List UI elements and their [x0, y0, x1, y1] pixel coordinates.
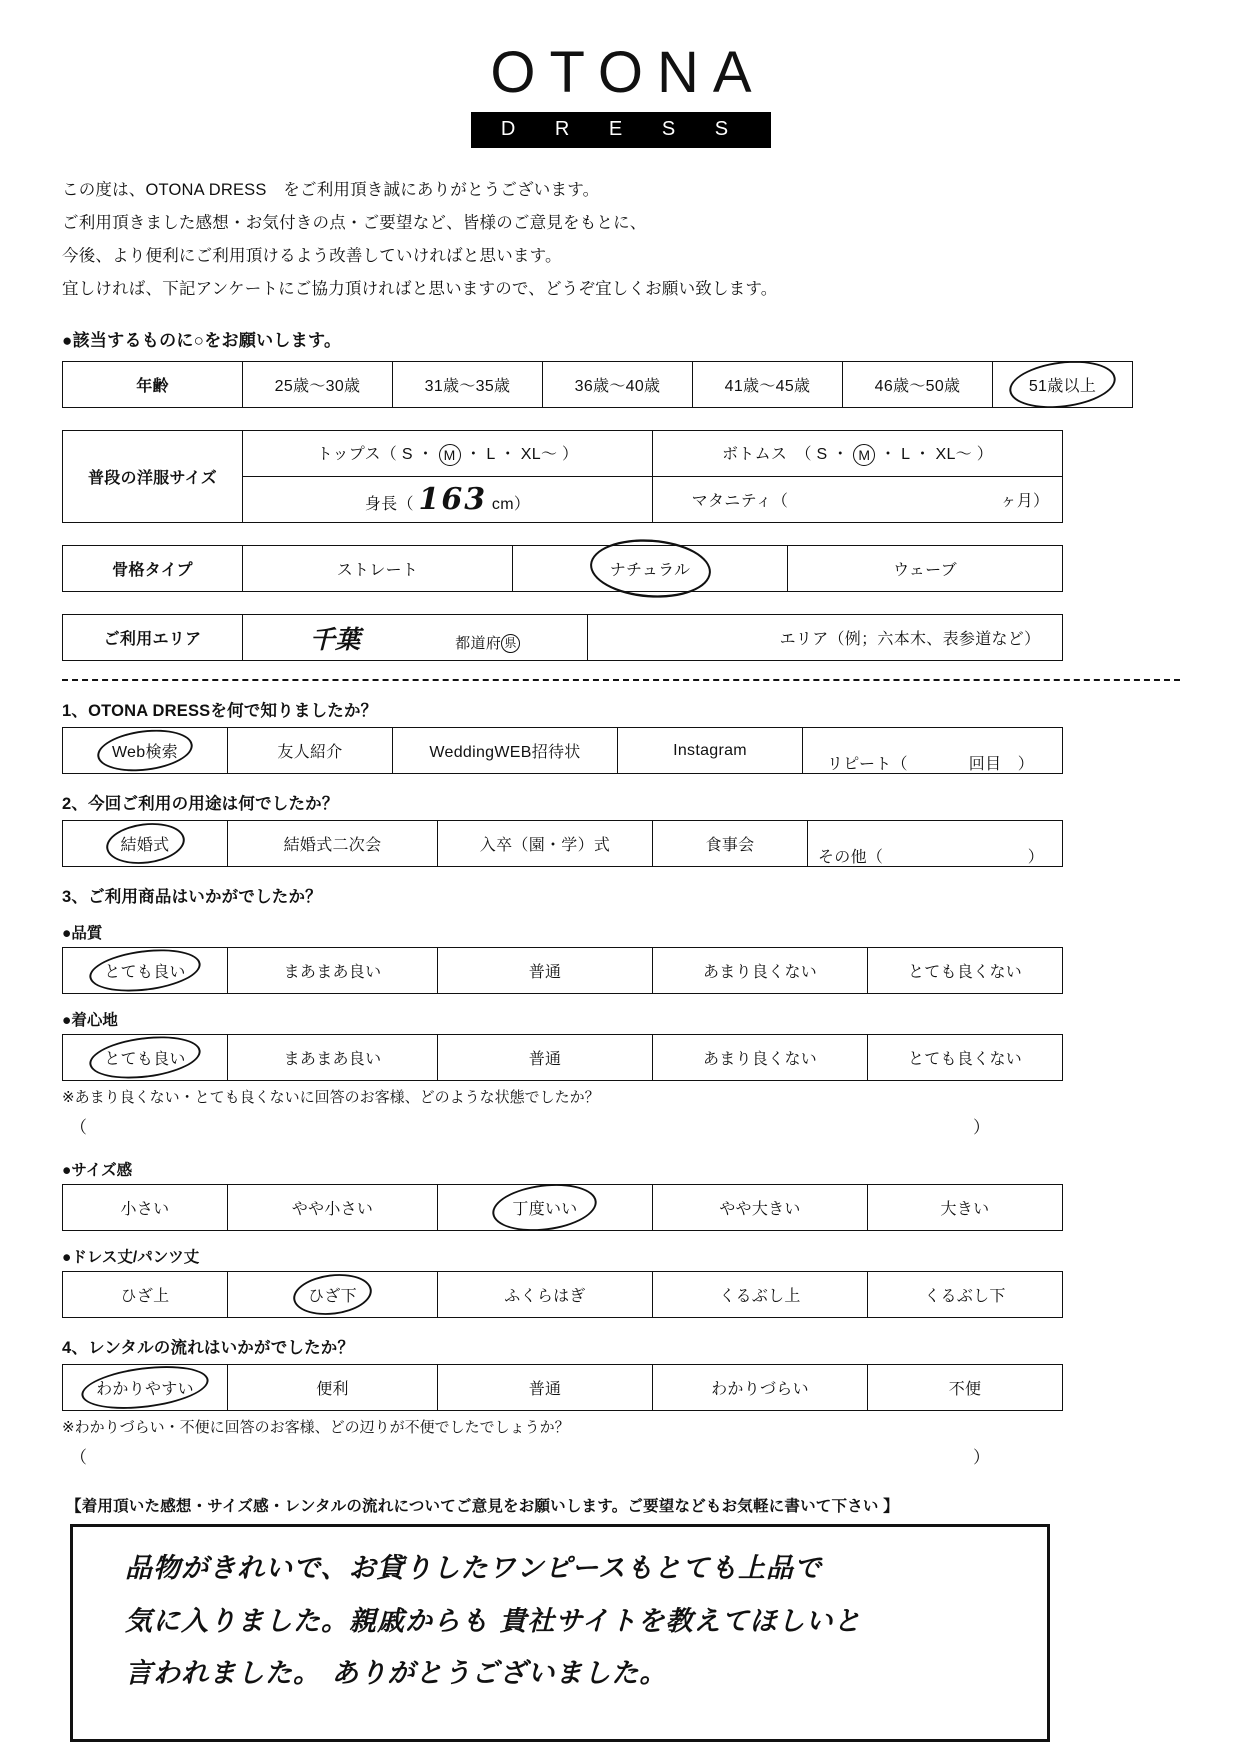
q4-option-inconvenient[interactable]: 不便 [868, 1365, 1063, 1411]
tops-selected-m: M [439, 444, 461, 466]
comfort-option-fairly-good[interactable]: まあまあ良い [228, 1035, 438, 1081]
brand-logo [0, 0, 1242, 148]
selected-mark-q1: Web検索 [104, 737, 186, 764]
table-row [63, 362, 1133, 408]
comment-handwritten-text [125, 1543, 1025, 1701]
table-row [63, 1365, 1063, 1411]
bottoms-selected-m: M [853, 444, 875, 466]
q4-option-normal[interactable]: 普通 [438, 1365, 653, 1411]
quality-option-very-bad[interactable]: とても良くない [868, 948, 1063, 994]
q3-comfort-note: ※あまり良くない・とても良くないに回答のお客様、どのような状態でしたか？ [62, 1089, 600, 1106]
length-option-above-ankle[interactable]: くるぶし上 [653, 1272, 868, 1318]
q2-other-label: その他（ [818, 848, 884, 866]
intro-line-2: ご利用頂きました感想・お気付きの点・ご要望など、皆様のご意見をもとに、 [62, 214, 647, 232]
selected-mark-fit: 丁度いい [504, 1194, 585, 1221]
skeleton-type-table [62, 545, 1063, 592]
logo-dress-bar: D R E S S [471, 112, 771, 148]
q3-length-label: ●ドレス丈/パンツ丈 [62, 1249, 200, 1266]
age-option-36-40[interactable]: 36歳〜40歳 [543, 362, 693, 408]
quality-option-not-good[interactable]: あまり良くない [653, 948, 868, 994]
intro-paragraph [62, 174, 1242, 306]
section-divider [62, 679, 1180, 681]
length-option-calf[interactable]: ふくらはぎ [438, 1272, 653, 1318]
length-option-below-knee[interactable] [228, 1272, 438, 1318]
table-row [63, 431, 1063, 477]
tops-suffix: ・ L ・ XL〜 ） [465, 446, 579, 464]
skeleton-option-straight[interactable]: ストレート [243, 546, 513, 592]
q4-option-hard[interactable]: わかりづらい [653, 1365, 868, 1411]
maternity-label: マタニティ（ [691, 493, 789, 510]
intro-line-4: 宜しければ、下記アンケートにご協力頂ければと思いますので、どうぞ宜しくお願い致します。 [62, 280, 778, 298]
clothing-size-table [62, 430, 1063, 523]
comment-line-3: 言われました。 ありがとうございました。 [125, 1658, 668, 1690]
q4-table [62, 1364, 1063, 1411]
q1-repeat-count-label: 回目 ） [968, 755, 1034, 773]
table-row [63, 948, 1063, 994]
q3-fit-table [62, 1184, 1063, 1231]
bottoms-size-cell[interactable] [653, 431, 1063, 477]
tops-prefix: トップス（ S ・ [316, 446, 434, 464]
q1-repeat-label: リピート（ [827, 755, 908, 773]
skeleton-option-natural[interactable] [513, 546, 788, 592]
age-row-label: 年齢 [63, 362, 243, 408]
fit-option-slightly-small[interactable]: やや小さい [228, 1185, 438, 1231]
maternity-unit: ヶ月） [1000, 493, 1050, 510]
instruction-line: ●該当するものに○をお願いします。 [62, 331, 342, 350]
open-paren-left: （ [70, 1448, 87, 1467]
q3-quality-table [62, 947, 1063, 994]
q1-option-web-search[interactable] [63, 728, 228, 774]
area-table [62, 614, 1063, 661]
q1-title: 1、OTONA DRESSを何で知りましたか？ [62, 702, 378, 720]
q4-option-easy[interactable] [63, 1365, 228, 1411]
comfort-option-normal[interactable]: 普通 [438, 1035, 653, 1081]
selected-mark-comfort: とても良い [96, 1044, 194, 1071]
selected-mark-skeleton: ナチュラル [602, 555, 699, 582]
intro-line-1: この度は、OTONA DRESS をご利用頂き誠にありがとうございます。 [62, 181, 600, 199]
quality-option-fairly-good[interactable]: まあまあ良い [228, 948, 438, 994]
q4-option-convenient[interactable]: 便利 [228, 1365, 438, 1411]
q1-option-instagram[interactable]: Instagram [618, 728, 803, 774]
tops-size-cell[interactable] [243, 431, 653, 477]
q4-note: ※わかりづらい・不便に回答のお客様、どの辺りが不便でしたでしょうか？ [62, 1419, 570, 1436]
q2-option-dining[interactable]: 食事会 [653, 821, 808, 867]
fit-option-slightly-large[interactable]: やや大きい [653, 1185, 868, 1231]
bottoms-prefix: ボトムス （ S ・ [721, 446, 849, 464]
area-prefecture-cell[interactable] [243, 615, 588, 661]
q3-title: 3、ご利用商品はいかがでしたか？ [62, 888, 322, 906]
q3-fit-label: ●サイズ感 [62, 1162, 133, 1179]
q3-comfort-open-answer[interactable] [70, 1113, 990, 1138]
q3-length-table [62, 1271, 1063, 1318]
q4-open-answer[interactable] [70, 1443, 990, 1468]
q2-other-close-paren: ） [1027, 848, 1044, 866]
age-option-51-plus[interactable] [993, 362, 1133, 408]
table-row [63, 821, 1063, 867]
table-row [63, 1272, 1063, 1318]
quality-option-very-good[interactable] [63, 948, 228, 994]
q2-option-other[interactable] [808, 821, 1063, 867]
height-cell[interactable] [243, 477, 653, 523]
q1-table [62, 727, 1063, 774]
skeleton-option-wave[interactable]: ウェーブ [788, 546, 1063, 592]
fit-option-large[interactable]: 大きい [868, 1185, 1063, 1231]
skeleton-row-label: 骨格タイプ [63, 546, 243, 592]
selected-mark-quality: とても良い [96, 957, 194, 984]
table-row [63, 728, 1063, 774]
age-option-31-35[interactable]: 31歳〜35歳 [393, 362, 543, 408]
prefecture-selected-ken: 県 [501, 634, 520, 653]
age-option-46-50[interactable]: 46歳〜50歳 [843, 362, 993, 408]
comfort-option-very-good[interactable] [63, 1035, 228, 1081]
q1-option-friend[interactable]: 友人紹介 [228, 728, 393, 774]
q2-title: 2、今回ご利用の用途は何でしたか？ [62, 795, 339, 813]
fit-option-small[interactable]: 小さい [63, 1185, 228, 1231]
age-option-41-45[interactable]: 41歳〜45歳 [693, 362, 843, 408]
area-example-label: エリア（例；六本木、表参道など） [779, 631, 1041, 648]
selected-mark-age: 51歳以上 [1021, 371, 1104, 398]
table-row [63, 546, 1063, 592]
comment-box[interactable] [70, 1524, 1050, 1742]
comment-line-2: 気に入りました。親戚からも 貴社サイトを教えてほしいと [125, 1605, 862, 1637]
table-row [63, 1185, 1063, 1231]
age-option-25-30[interactable]: 25歳〜30歳 [243, 362, 393, 408]
q3-comfort-label: ●着心地 [62, 1012, 118, 1029]
table-row [63, 1035, 1063, 1081]
area-handwritten-value: 千葉 [309, 624, 361, 654]
selected-mark-q4: わかりやすい [88, 1374, 202, 1401]
q2-option-ceremony[interactable]: 入卒（園・学）式 [438, 821, 653, 867]
comment-line-1: 品物がきれいで、お貸りしたワンピースもとても上品で [125, 1553, 823, 1584]
open-paren-right: ） [973, 1118, 990, 1137]
size-row-label: 普段の洋服サイズ [63, 431, 243, 523]
comment-section-title: 【着用頂いた感想・サイズ感・レンタルの流れについてご意見をお願いします。ご要望などもお気軽に書いて下さい 】 [66, 1498, 899, 1515]
q2-option-after-party[interactable]: 結婚式二次会 [228, 821, 438, 867]
fit-option-just-right[interactable] [438, 1185, 653, 1231]
table-row [63, 615, 1063, 661]
q2-option-wedding[interactable] [63, 821, 228, 867]
height-handwritten-value: 163 [418, 482, 488, 517]
q1-option-repeat[interactable] [803, 728, 1063, 774]
q3-comfort-table [62, 1034, 1063, 1081]
height-label: 身長（ [364, 496, 414, 513]
prefecture-label: 都道府 [455, 634, 502, 652]
length-option-above-knee[interactable]: ひざ上 [63, 1272, 228, 1318]
age-table [62, 361, 1133, 408]
comfort-option-very-bad[interactable]: とても良くない [868, 1035, 1063, 1081]
intro-line-3: 今後、より便利にご利用頂けるよう改善していければと思います。 [62, 247, 562, 265]
comfort-option-not-good[interactable]: あまり良くない [653, 1035, 868, 1081]
maternity-cell[interactable] [653, 477, 1063, 523]
area-row-label: ご利用エリア [63, 615, 243, 661]
area-example-cell[interactable] [588, 615, 1063, 661]
bottoms-suffix: ・ L ・ XL〜 ） [880, 446, 994, 464]
open-paren-left: （ [70, 1118, 87, 1137]
q2-table [62, 820, 1063, 867]
logo-otona-text: OTONA [490, 40, 766, 105]
q1-option-wedding-web[interactable]: WeddingWEB招待状 [393, 728, 618, 774]
q3-quality-label: ●品質 [62, 925, 103, 942]
selected-mark-q2: 結婚式 [113, 830, 178, 857]
open-paren-right: ） [973, 1448, 990, 1467]
q4-title: 4、レンタルの流れはいかがでしたか？ [62, 1339, 355, 1357]
quality-option-normal[interactable]: 普通 [438, 948, 653, 994]
length-option-below-ankle[interactable]: くるぶし下 [868, 1272, 1063, 1318]
selected-mark-length: ひざ下 [300, 1281, 365, 1308]
height-unit: cm） [491, 496, 531, 513]
